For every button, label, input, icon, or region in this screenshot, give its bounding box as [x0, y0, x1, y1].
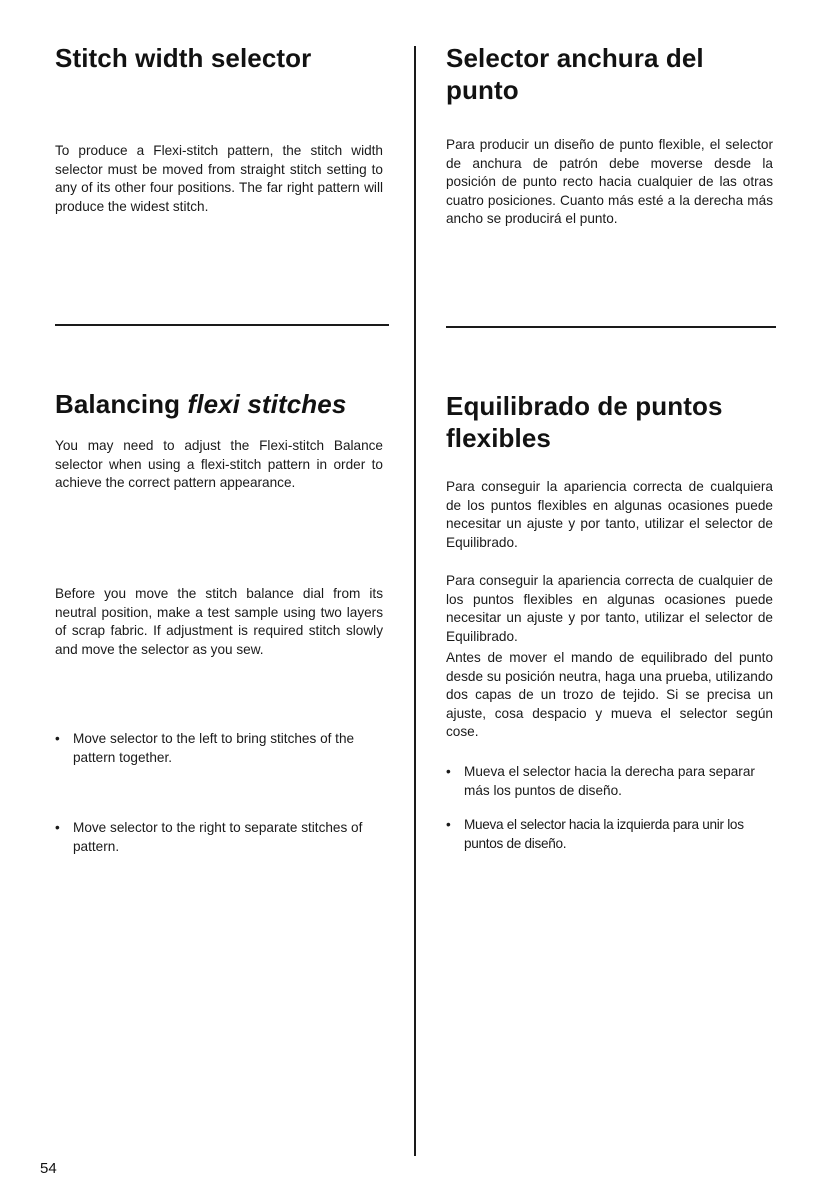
paragraph-stitch-width: To produce a Flexi-stitch pattern, the stitch width selector must be moved from straight stitch setting to any of its other four positions. The far right pattern will produce the widest stitch. — [55, 143, 383, 214]
bullet-dot-icon: • — [446, 817, 451, 832]
paragraph-balancing-1: You may need to adjust the Flexi-stitch Balance selector when using a flexi-stitch pattern in order to achieve the correct pattern appearance. — [55, 438, 383, 490]
heading-selector-anchura: Selector anchura del punto — [446, 43, 704, 105]
heading-balancing-flexi-stitches — [55, 388, 395, 420]
bullet-text-move-right: Move selector to the right to separate stitches of pattern. — [73, 820, 363, 854]
paragraph-balancing-2: Before you move the stitch balance dial from its neutral position, make a test sample using two layers of scrap fabric. If adjustment is required stitch slowly and move the selector as you sew. — [55, 586, 383, 657]
bullet-dot-icon: • — [446, 764, 451, 779]
paragraph-selector-anchura: Para producir un diseño de punto flexible, el selector de anchura de patrón debe moverse desde la posición de punto recto hacia cualquier de las otras cuatro posiciones. Cuanto más esté a la derecha más ancho se producirá el punto. — [446, 137, 773, 226]
section-rule-left — [55, 324, 389, 326]
heading-flexi-stitches-italic: flexi stitches — [187, 389, 347, 419]
heading-balancing-word: Balancing — [55, 389, 188, 419]
bullet-dot-icon: • — [55, 731, 60, 746]
bullet-text-izquierda: Mueva el selector hacia la izquierda para unir los puntos de diseño. — [464, 817, 744, 851]
section-rule-right — [446, 326, 776, 328]
bullet-item-left — [55, 730, 385, 767]
bullet-dot-icon: • — [55, 820, 60, 835]
bullet-text-derecha: Mueva el selector hacia la derecha para separar más los puntos de diseño. — [464, 764, 755, 798]
bullet-item-izquierda — [446, 816, 781, 853]
column-divider — [414, 46, 416, 1156]
paragraph-equilibrado-1: Para conseguir la apariencia correcta de cualquiera de los puntos flexibles en algunas ocasiones puede necesitar un ajuste y por tanto, utilizar el selector de Equilibrado. — [446, 479, 773, 550]
paragraph-equilibrado-3: Antes de mover el mando de equilibrado del punto desde su posición neutra, haga una prueba, utilizando dos capas de un trozo de tejido. Si se precisa un ajuste, cosa despacio y mueva el selector según cose. — [446, 650, 773, 739]
heading-stitch-width-selector: Stitch width selector — [55, 43, 312, 73]
bullet-item-right — [55, 819, 385, 856]
page-number: 54 — [40, 1160, 57, 1177]
paragraph-equilibrado-2: Para conseguir la apariencia correcta de cualquier de los puntos flexibles en algunas ocasiones puede necesitar un ajuste y por tanto, utilizar el selector de Equilibrado. — [446, 573, 773, 644]
bullet-text-move-left: Move selector to the left to bring stitches of the pattern together. — [73, 731, 355, 765]
heading-equilibrado: Equilibrado de puntos flexibles — [446, 391, 723, 453]
bullet-item-derecha — [446, 763, 776, 800]
